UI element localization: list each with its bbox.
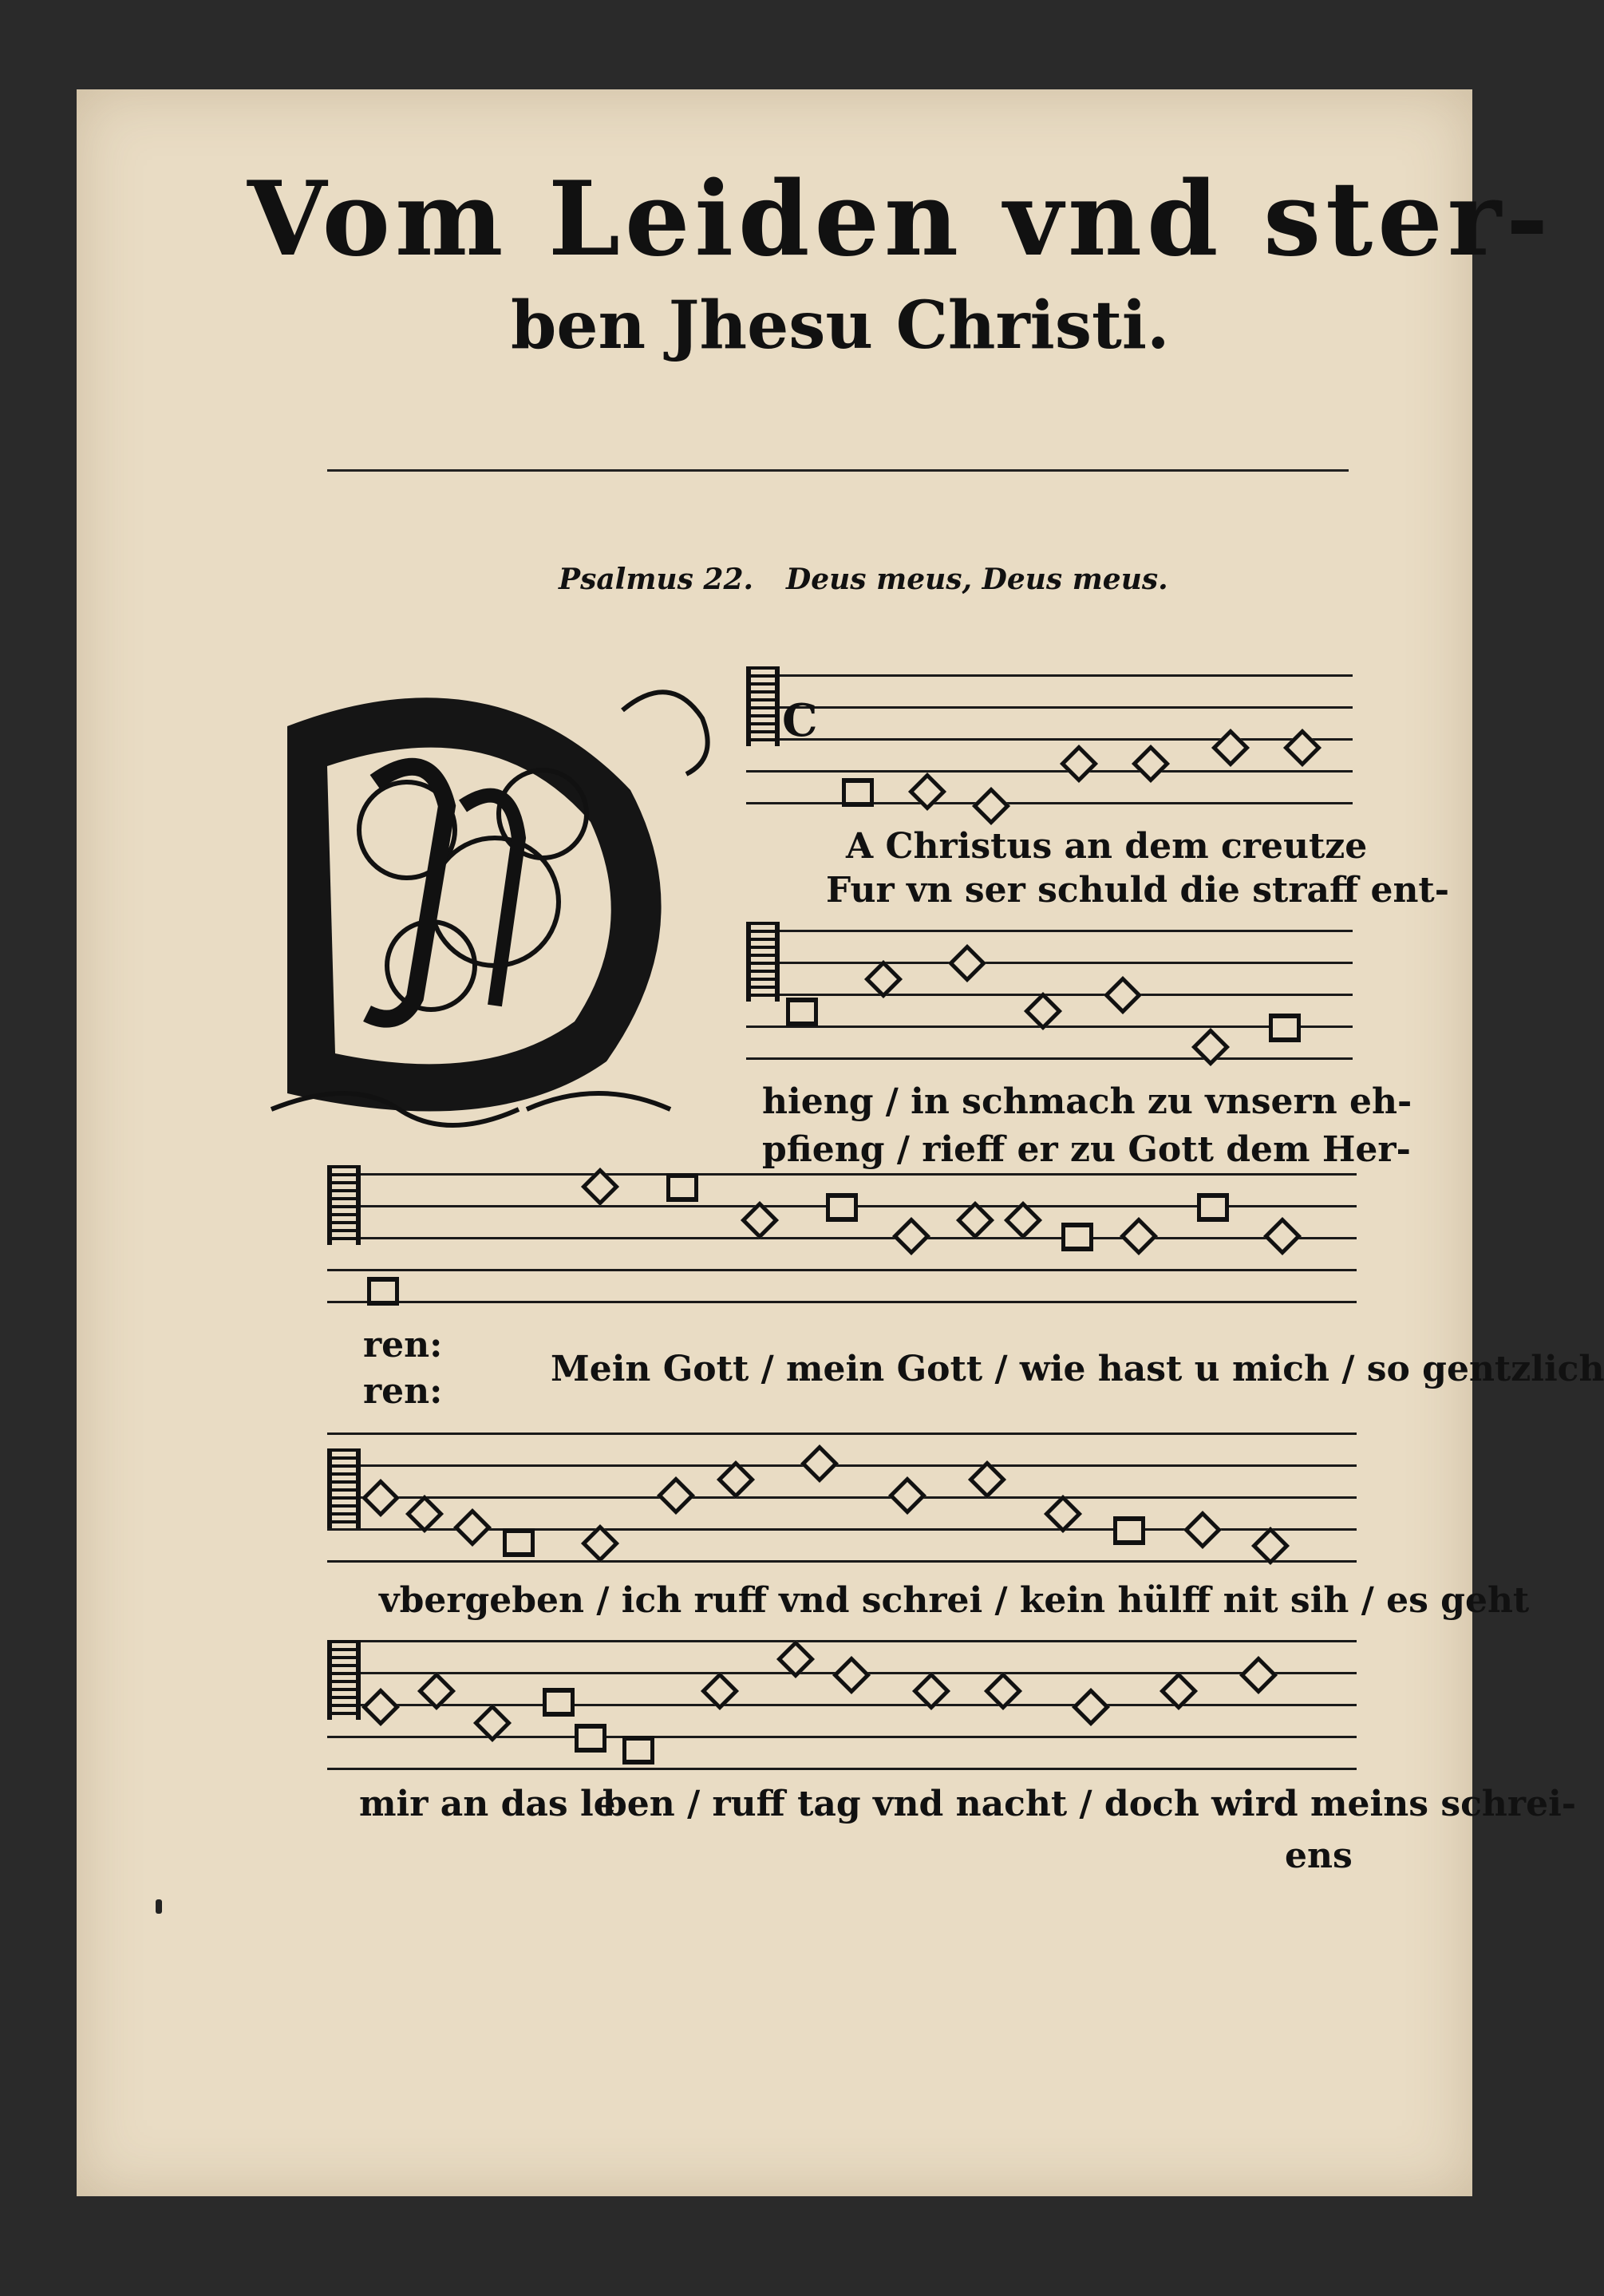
music-staff-5 (327, 1640, 1357, 1780)
note-breve (622, 1736, 654, 1764)
mensuration-sign: C (782, 694, 818, 747)
note-breve (575, 1724, 606, 1753)
page-title: Vom Leiden vnd ster- (247, 160, 1554, 279)
clef-mark (327, 1640, 361, 1720)
note (888, 1476, 926, 1515)
note (908, 773, 946, 811)
note-breve (543, 1688, 575, 1717)
lyric-line: mir an das le (359, 1784, 616, 1824)
note (892, 1217, 930, 1255)
lyric-line: Mein Gott / mein Gott / wie hast u mich / so gentzlich (551, 1349, 1604, 1389)
note (361, 1479, 400, 1517)
note (657, 1476, 695, 1515)
note-breve (666, 1173, 698, 1202)
note (1183, 1511, 1222, 1549)
music-staff-3 (327, 1173, 1357, 1309)
note (1104, 976, 1142, 1014)
clef-mark (746, 666, 780, 746)
note (1024, 992, 1062, 1030)
note (832, 1656, 871, 1694)
clef-mark (327, 1165, 361, 1245)
note (453, 1508, 492, 1547)
note (1239, 1656, 1278, 1694)
lyric-line: A Christus an dem creutze (846, 826, 1368, 867)
note (1263, 1217, 1302, 1255)
note (948, 944, 986, 982)
note-breve (1061, 1223, 1093, 1251)
psalm-incipit: Deus meus, Deus meus. (786, 563, 1168, 596)
lyric-line: hieng / in schmach zu vnsern eh- (762, 1081, 1412, 1122)
lyric-line: vbergeben / ich ruff vnd schrei / kein hülff nit sih / es geht (379, 1580, 1530, 1621)
music-staff-4 (327, 1433, 1357, 1568)
note-breve (1197, 1193, 1229, 1222)
note (1072, 1688, 1110, 1726)
decorated-initial-d (255, 662, 734, 1149)
lyric-line: pfieng / rieff er zu Gott dem Her- (762, 1129, 1411, 1170)
clef-mark (327, 1448, 361, 1528)
note-breve (367, 1277, 399, 1306)
note-breve (503, 1528, 535, 1557)
note (1132, 745, 1170, 783)
note-breve (1113, 1516, 1145, 1545)
music-staff-1 (746, 674, 1353, 810)
lyric-line: ren: (363, 1325, 443, 1365)
note (864, 960, 903, 998)
note (1211, 729, 1250, 767)
note (1251, 1527, 1290, 1565)
note-breve (1269, 1014, 1301, 1042)
note-breve (826, 1193, 858, 1222)
music-staff-2 (746, 930, 1353, 1065)
note (1191, 1028, 1230, 1066)
note-breve (786, 998, 818, 1026)
note (1060, 745, 1098, 783)
ink-spot (156, 1899, 162, 1914)
psalm-reference: Psalmus 22. (559, 563, 754, 596)
catchword: ens (1285, 1836, 1353, 1876)
lyric-line: Fur vn ser schuld die straff ent- (826, 870, 1450, 911)
lyric-line: ren: (363, 1371, 443, 1412)
note (361, 1688, 400, 1726)
note (1044, 1495, 1082, 1533)
note (405, 1495, 444, 1533)
lyric-line: ben / ruff tag vnd nacht / doch wird meins schrei- (602, 1784, 1577, 1824)
note (1283, 729, 1322, 767)
title-rule (327, 469, 1349, 472)
note (800, 1444, 839, 1483)
page-title-line2: ben Jhesu Christi. (511, 287, 1170, 364)
clef-mark (746, 922, 780, 1002)
note-breve (842, 778, 874, 807)
note (1120, 1217, 1158, 1255)
